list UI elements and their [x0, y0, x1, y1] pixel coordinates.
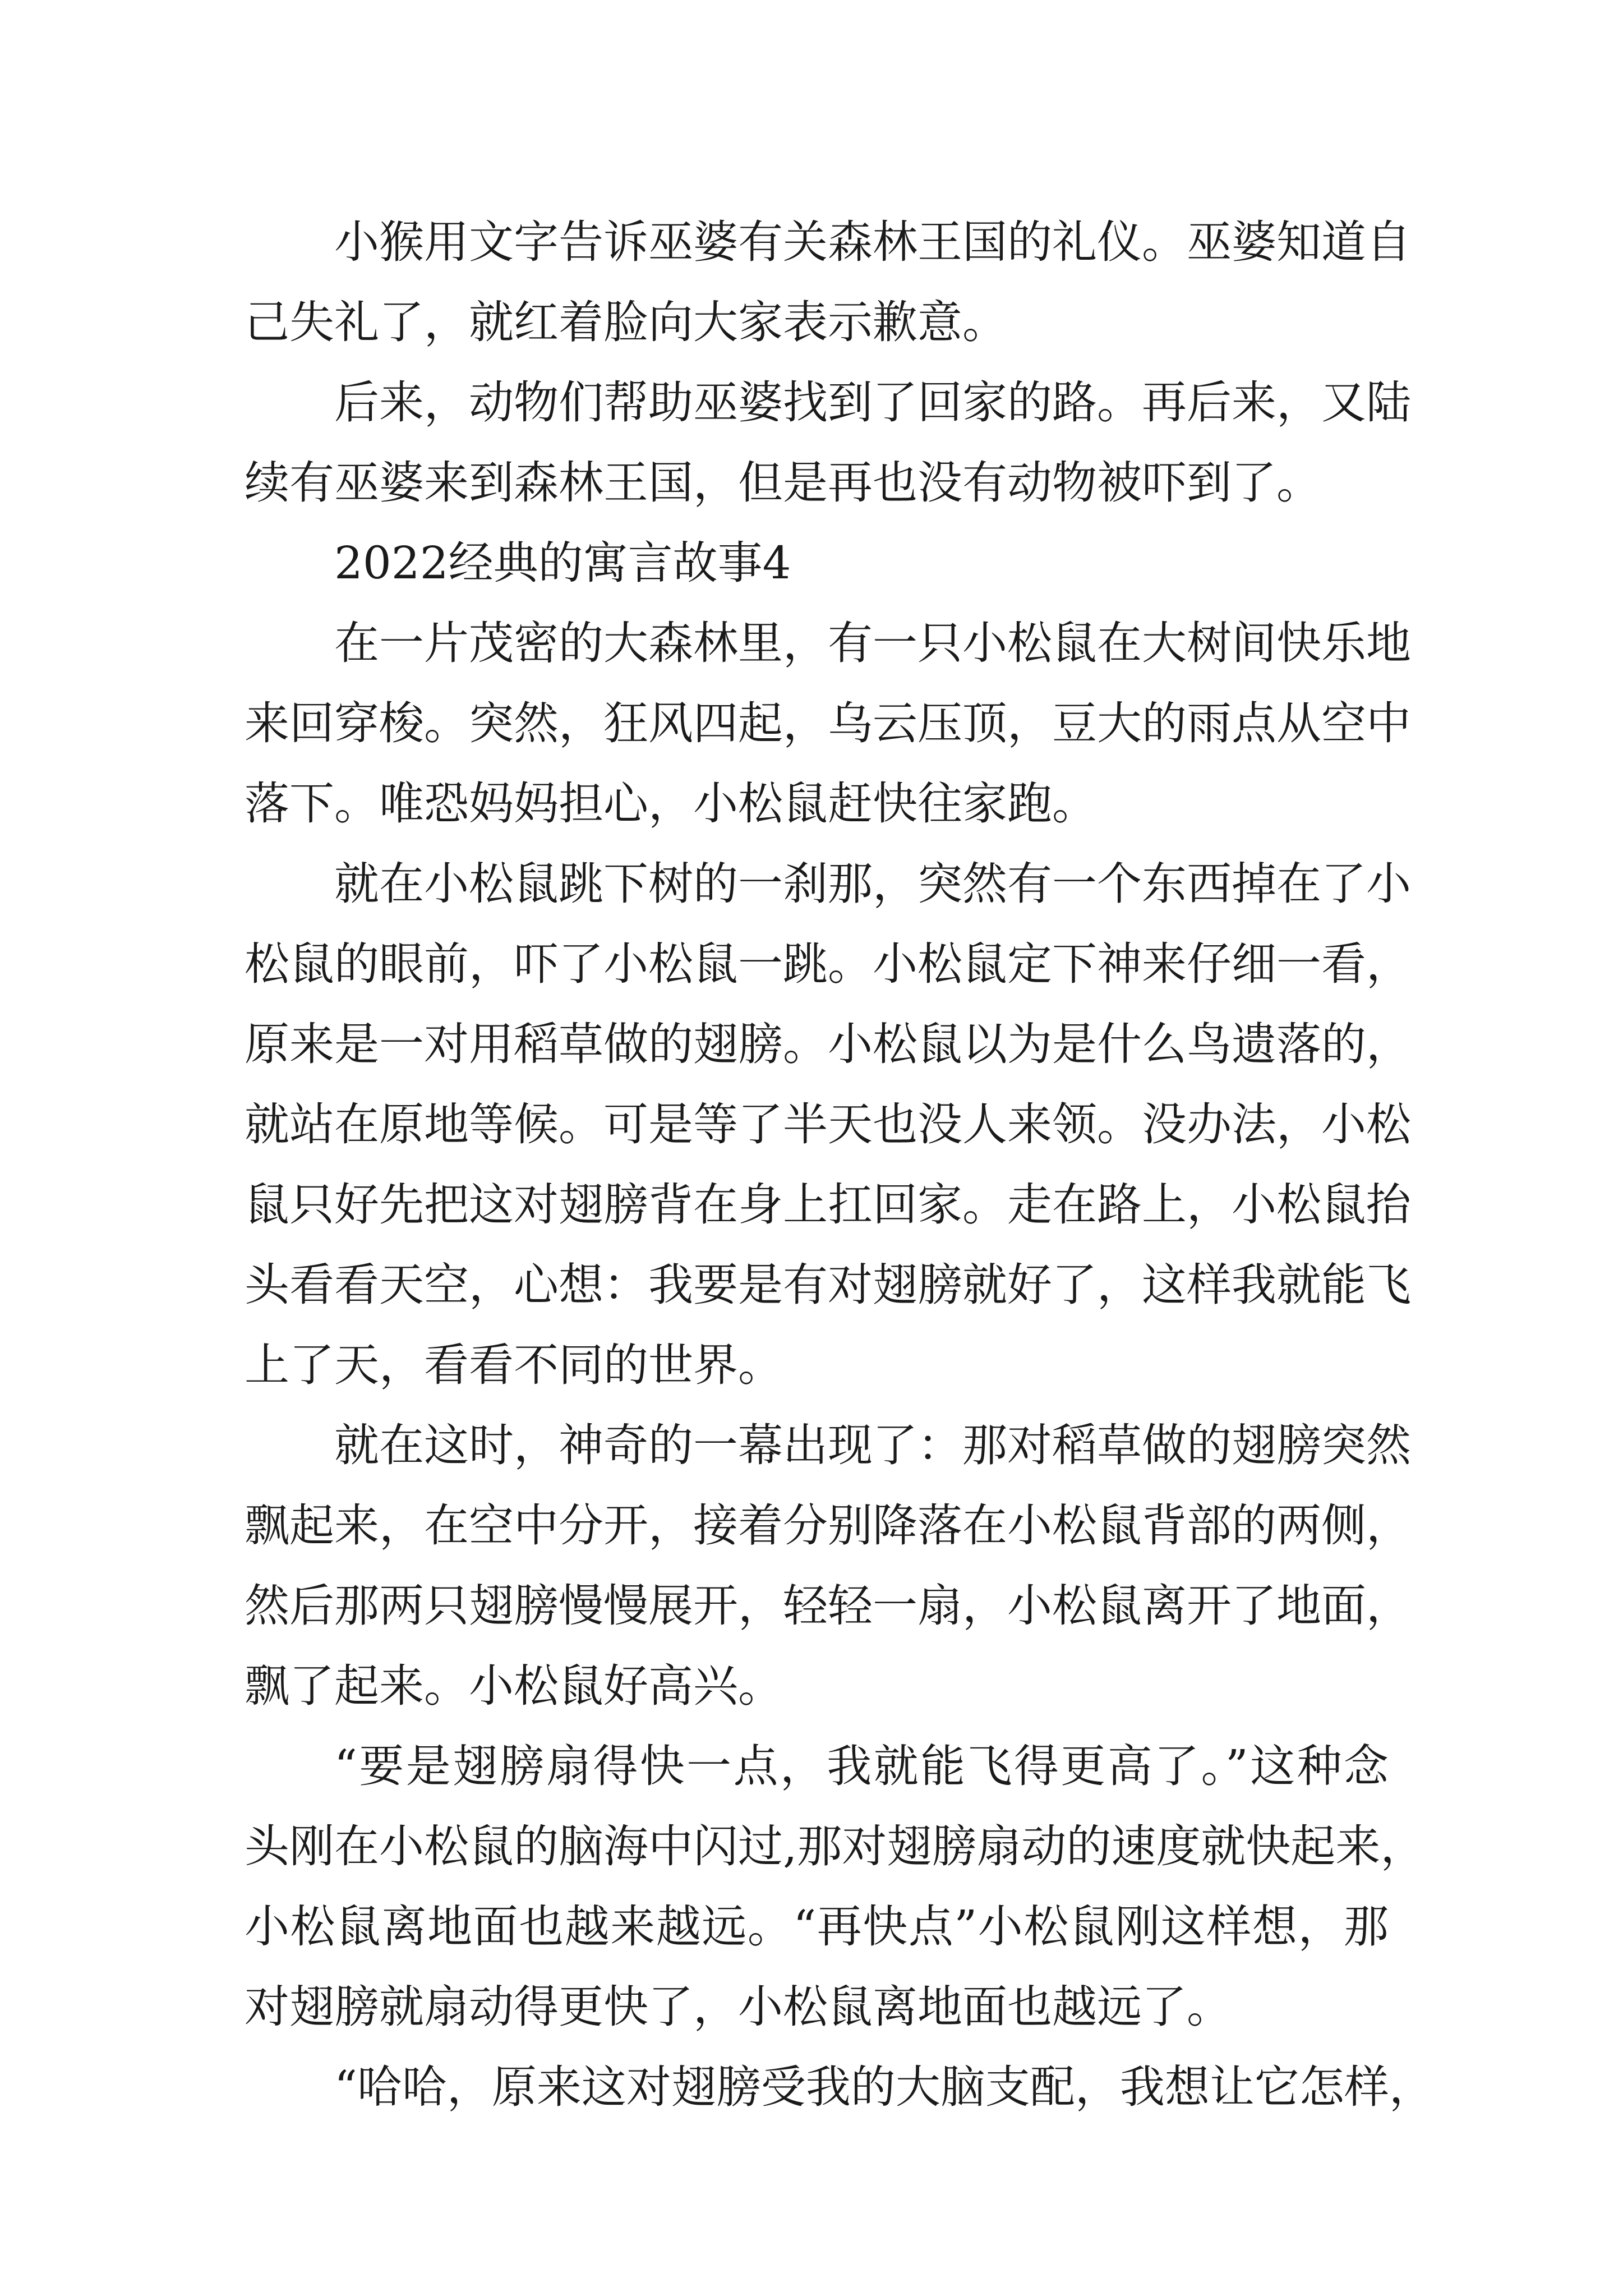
text-line: 鼠只好先把这对翅膀背在身上扛回家。走在路上，小松鼠抬 — [245, 1179, 1411, 1231]
text-line: 小猴用文字告诉巫婆有关森林王国的礼仪。巫婆知道自 — [334, 216, 1411, 268]
text-line: 续有巫婆来到森林王国，但是再也没有动物被吓到了。 — [245, 457, 1321, 509]
text-line: 然后那两只翅膀慢慢展开，轻轻一扇，小松鼠离开了地面， — [245, 1580, 1411, 1632]
text-line: 对翅膀就扇动得更快了，小松鼠离地面也越远了。 — [245, 1981, 1232, 2033]
text-line: 松鼠的眼前，吓了小松鼠一跳。小松鼠定下神来仔细一看， — [245, 938, 1411, 990]
text-line: 头刚在小松鼠的脑海中闪过,那对翅膀扇动的速度就快起来， — [245, 1820, 1426, 1872]
text-line: 飘了起来。小松鼠好高兴。 — [245, 1660, 783, 1712]
text-line: 就站在原地等候。可是等了半天也没人来领。没办法，小松 — [245, 1098, 1411, 1151]
text-line: 小松鼠离地面也越来越远。“再快点”小松鼠刚这样想，那 — [245, 1901, 1389, 1953]
text-line: 上了天，看看不同的世界。 — [245, 1339, 783, 1391]
text-line: 落下。唯恐妈妈担心，小松鼠赶快往家跑。 — [245, 777, 1097, 830]
text-line: 后来，动物们帮助巫婆找到了回家的路。再后来，又陆 — [334, 376, 1411, 429]
text-line: “要是翅膀扇得快一点，我就能飞得更高了。”这种念 — [334, 1740, 1389, 1792]
section-heading: 2022经典的寓言故事4 — [334, 537, 791, 589]
document-body — [245, 202, 1434, 2127]
text-line: 在一片茂密的大森林里，有一只小松鼠在大树间快乐地 — [334, 617, 1411, 669]
text-line: 己失礼了，就红着脸向大家表示歉意。 — [245, 296, 1007, 348]
text-line: 来回穿梭。突然，狂风四起，乌云压顶，豆大的雨点从空中 — [245, 697, 1411, 749]
text-line: 头看看天空，心想：我要是有对翅膀就好了，这样我就能飞 — [245, 1259, 1411, 1311]
text-line: 原来是一对用稻草做的翅膀。小松鼠以为是什么鸟遗落的， — [245, 1018, 1411, 1070]
text-line: “哈哈，原来这对翅膀受我的大脑支配，我想让它怎样， — [334, 2061, 1434, 2113]
text-line: 就在小松鼠跳下树的一刹那，突然有一个东西掉在了小 — [334, 858, 1411, 910]
text-line: 飘起来，在空中分开，接着分别降落在小松鼠背部的两侧， — [245, 1499, 1411, 1552]
text-line: 就在这时，神奇的一幕出现了：那对稻草做的翅膀突然 — [334, 1419, 1411, 1471]
